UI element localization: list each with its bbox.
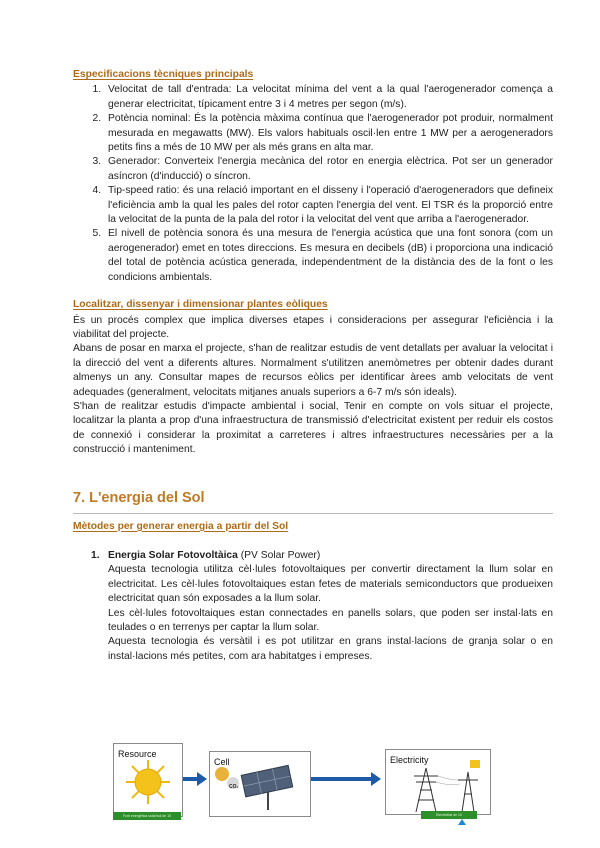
electricity-label: Electricity xyxy=(390,755,429,765)
resource-box xyxy=(113,743,183,817)
list-item: 5. El nivell de potència sonora és una mesura de l'energia acústica que una font sonora (com un aerogenerador) emet en totes direccions. Es mesura en decibels (dB) i proporciona una indicació del total de potència acústica generada, independentment de la distància des de la font o les condicions ambientals. xyxy=(104,227,553,285)
methods-heading: Mètodes per generar energia a partir del Sol xyxy=(73,520,289,532)
method-title: Energia Solar Fotovoltàica xyxy=(108,549,238,561)
paragraph: Les cèl·lules fotovoltaiques estan connectades en panells solars, que poden ser instal·lats en teulades o en terrenys per captar la llum solar. xyxy=(108,607,553,633)
method-subtitle: (PV Solar Power) xyxy=(237,549,321,561)
paragraph: Abans de posar en marxa el projecte, s'han de realitzar estudis de vent detallats per avaluar la velocitat i la direcció del vent a diferents altures. Normalment s'utilitzen anemòmetres per obtenir dades durant almenys un any. Consultar mapes de recursos eòlics per identificar àrees amb velocitats de vent adequades (generalment, velocitats mitjanes anuals superiors a 6-7 m/s són ideals). xyxy=(73,343,553,398)
chapter-title: 7. L'energia del Sol xyxy=(73,489,205,506)
resource-label: Resource xyxy=(118,749,157,759)
specs-list xyxy=(73,83,553,285)
list-item: 1. Velocitat de tall d'entrada: La velocitat mínima del vent a la qual l'aerogenerador comença a generar electricitat, típicament entre 3 i 4 metres per segon (m/s). xyxy=(104,83,553,112)
electricity-box xyxy=(385,749,491,815)
arrow-shaft xyxy=(311,777,373,781)
specs-heading: Especificacions tècniques principals xyxy=(73,69,254,80)
co2-label: CO₂ xyxy=(229,784,239,790)
arrow-shaft xyxy=(183,777,198,781)
electricity-caption: Electricitat de 10 xyxy=(421,811,477,819)
document-page xyxy=(73,68,553,664)
divider xyxy=(73,513,553,514)
arrow-up-icon xyxy=(458,819,466,825)
cell-box xyxy=(209,751,311,817)
locate-heading: Localitzar, dissenyar i dimensionar plantes eòliques xyxy=(73,299,328,311)
paragraph: Aquesta tecnologia utilitza cèl·lules fotovoltaiques per convertir directament la llum solar en electricitat. Les cèl·lules fotovoltaiques estan fetes de materials semiconductors que produeixen electricitat quan són exposades a la llum solar. xyxy=(108,564,553,605)
list-item: 2. Potència nominal: És la potència màxima contínua que l'aerogenerador pot produir, normalment mesurada en megawatts (MW). Els valors habituals oscil·len entre 1 MW per a aerogeneradors petits fins a més de 10 MW per als més grans en alta mar. xyxy=(104,112,553,155)
arrow-right-icon xyxy=(371,772,381,786)
arrow-right-icon xyxy=(197,772,207,786)
item-number: 1. xyxy=(91,549,100,561)
paragraph: S'han de realitzar estudis d'impacte ambiental i social, Tenir en compte on vols situar el projecte, localitzar la planta a prop d'una infraestructura de transmissió d'electricitat existent per reduir els costos de connexió i considerar la proximitat a carreteres i altres infraestructures necessàries per a la construcció i manteniment. xyxy=(73,400,553,456)
paragraph: És un procés complex que implica diverses etapes i consideracions per assegurar l'eficiència i la viabilitat del projecte. xyxy=(73,314,553,340)
sun-icon xyxy=(114,744,182,816)
cell-label: Cell xyxy=(214,757,230,767)
list-item: 3. Generador: Converteix l'energia mecànica del rotor en energia elèctrica. Pot ser un generador asíncron (d'inducció) o síncron. xyxy=(104,155,553,184)
method-item xyxy=(73,549,553,664)
resource-caption: Font energètica solar/sol de 10 xyxy=(113,812,181,820)
solar-panel-icon xyxy=(210,752,310,816)
power-tower-icon xyxy=(386,750,490,814)
list-item: 4. Tip-speed ratio: és una relació important en el disseny i l'operació d'aerogeneradors que defineix l'eficiència amb la qual les pales del rotor capten l'energia del vent. El TSR és la proporció entre la velocitat de la punta de la pala del rotor i la velocitat del vent que arriba a l'aerogenerador. xyxy=(104,184,553,227)
pv-process-diagram xyxy=(113,743,493,823)
paragraph: Aquesta tecnologia és versàtil i es pot utilitzar en grans instal·lacions de granja solar o en instal·lacions més petites, com ara habitatges i empreses. xyxy=(108,636,553,662)
